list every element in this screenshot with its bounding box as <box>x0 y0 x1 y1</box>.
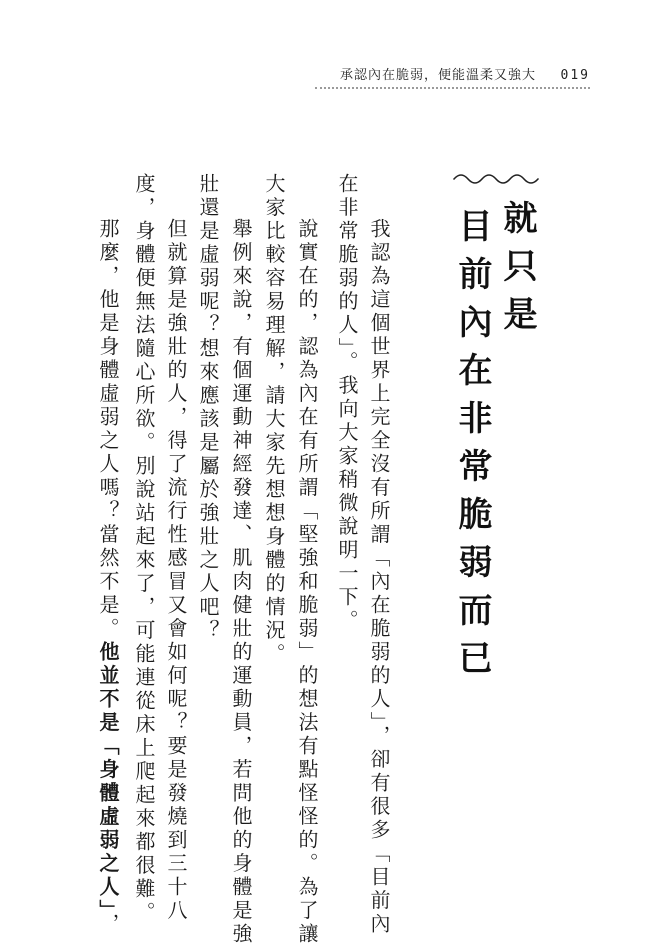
body-column-5: 舉例來說，有個運動神經發達、肌肉健壯的運動員，若問他的身體是強 <box>229 218 253 947</box>
section-title-line-1: 就只是 <box>497 200 537 344</box>
section-title-line-2: 目前內在非常脆弱而已 <box>452 208 492 688</box>
body-column-6: 壯還是虛弱呢？想來應該是屬於強壯之人吧？ <box>196 173 220 643</box>
body-column-4: 大家比較容易理解，請大家先想想身體的情況。 <box>262 173 286 667</box>
body-column-8: 度，身體便無法隨心所欲。別說站起來了，可能連從床上爬起來都很難。 <box>132 173 156 925</box>
body-column-7: 但就算是強壯的人，得了流行性感冒又會如何呢？要是發燒到三十八 <box>164 218 188 923</box>
body-column-9-tail: ， <box>96 913 120 937</box>
running-header <box>340 68 590 88</box>
body-column-2: 在非常脆弱的人」。我向大家稍微說明一下。 <box>335 173 359 633</box>
chapter-title: 承認內在脆弱，便能溫柔又強大 <box>340 68 537 83</box>
body-column-3: 說實在的，認為內在有所謂「堅強和脆弱」的想法有點怪怪的。為了讓 <box>295 218 319 947</box>
body-column-1: 我認為這個世界上完全沒有所謂「內在脆弱的人」，卻有很多「目前內 <box>367 218 391 937</box>
page-number: 019 <box>560 68 590 83</box>
header-dotted-rule <box>315 87 590 89</box>
body-column-9 <box>97 218 119 937</box>
body-column-9-plain: 那麼，他是身體虛弱之人嗎？當然不是。 <box>96 218 120 641</box>
body-column-9-bold: 他並不是「身體虛弱之人」 <box>96 641 120 913</box>
wave-ornament-icon <box>452 170 544 184</box>
